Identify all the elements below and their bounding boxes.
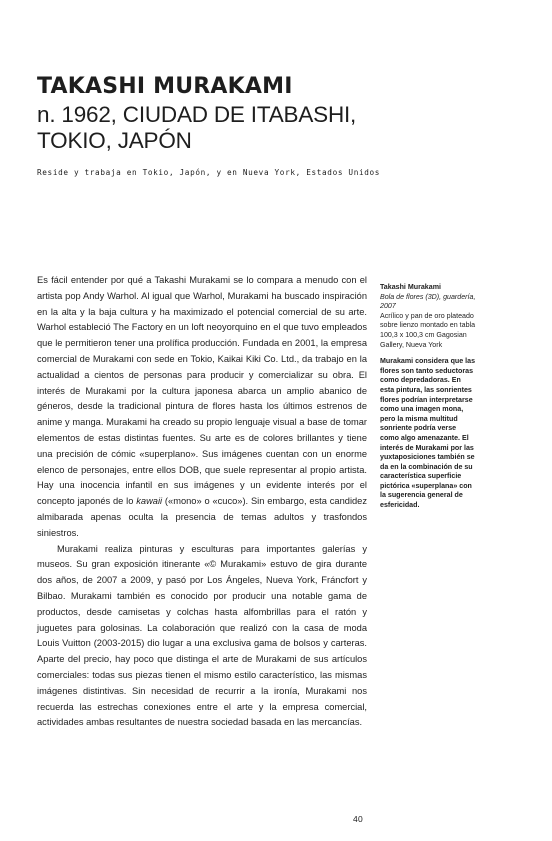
kawaii-term: kawaii bbox=[136, 496, 163, 507]
body-paragraph-1-part-a: Es fácil entender por qué a Takashi Murakami se lo compara a menudo con el artista pop Andy Warhol. Al igual que Warhol, Murakami ha buscado inspiración en la alta y la baja cultura y ha maximizado el potencial comercial de su arte. Warhol estableció The Factory en un loft neoyorquino en el que tuvo empleados que le permitieron tener una prolífica producción. Fundada en 2001, la empresa comercial de Murakami con sede en Tokio, Kaikai Kiki Co. Ltd., da trabajo en la actualidad a cientos de personas para producir y comercializar su obra. El interés de Murakami por la cultura japonesa abarca un amplio abanico de géneros, desde la tradicional pintura de flores hasta los últimos estrenos de anime y manga. Murakami ha creado su propio lenguaje visual a base de tomar elementos de estas distintas fuentes. Su arte es de colores brillantes y tiene una precisión de cómic «superplano». Sus imágenes cuentan con un enorme elenco de personajes, entre ellos DOB, que suele representar al propio artista. Hay una inocencia infantil en sus imágenes y un evidente interés por el concepto japonés de lo bbox=[37, 275, 367, 507]
caption-artist: Takashi Murakami bbox=[380, 283, 441, 291]
artist-origin: n. 1962, CIUDAD DE ITABASHI, TOKIO, JAPÓN bbox=[37, 102, 357, 153]
page-number: 40 bbox=[353, 814, 364, 824]
caption-details: Acrílico y pan de oro plateado sobre lienzo montado en tabla 100,3 x 100,3 cm Gagosian Gallery, Nueva York bbox=[380, 311, 476, 349]
main-text bbox=[37, 273, 367, 731]
caption-title: Bola de flores (3D), guardería, 2007 bbox=[380, 292, 476, 311]
body-paragraph-2: Murakami realiza pinturas y esculturas para importantes galerías y museos. Su gran exposición itinerante «© Murakami» estuvo de gira durante dos años, de 2007 a 2009, y pasó por Los Ángeles, Nueva York, Fráncfort y Bilbao. Murakami también es conocido por producir una notable gama de productos, desde camisetas y colchas hasta alfombrillas para el ratón y juguetes para golosinas. La colaboración que realizó con la casa de moda Louis Vuitton (2003-2015) dio lugar a una exclusiva gama de bolsos y carteras. Aparte del precio, hay poco que distinga el arte de Murakami de sus artículos comerciales: todas sus piezas tienen el mismo estilo característico, las mismas imágenes distintivas. Sin necesidad de recurrir a la ironía, Murakami nos recuerda las estrechas conexiones entre el arte y la empresa comercial, actividades ambas resultantes de nuestra sociedad basada en las mercancías. bbox=[37, 543, 367, 728]
artist-name: TAKASHI MURAKAMI bbox=[37, 74, 293, 99]
body-paragraph-1 bbox=[37, 273, 367, 542]
sidebar-caption bbox=[380, 283, 476, 511]
body-paragraph-1-part-b: («mono» o «cuco»). Sin embargo, esta candidez almibarada apenas oculta la presencia de temas adultos y trasfondos siniestros. bbox=[37, 496, 367, 538]
caption-note: Murakami considera que las flores son tanto seductoras como depredadoras. En esta pintura, las sonrientes flores podrían interpretarse como una imagen mona, pero la misma multitud sonriente podría verse como algo amenazante. El interés de Murakami por las yuxtaposiciones también se da en la combinación de su característica superficie pictórica «superplana» con la sugerencia general de esfericidad. bbox=[380, 357, 476, 510]
artist-residence: Reside y trabaja en Tokio, Japón, y en Nueva York, Estados Unidos bbox=[37, 168, 381, 177]
